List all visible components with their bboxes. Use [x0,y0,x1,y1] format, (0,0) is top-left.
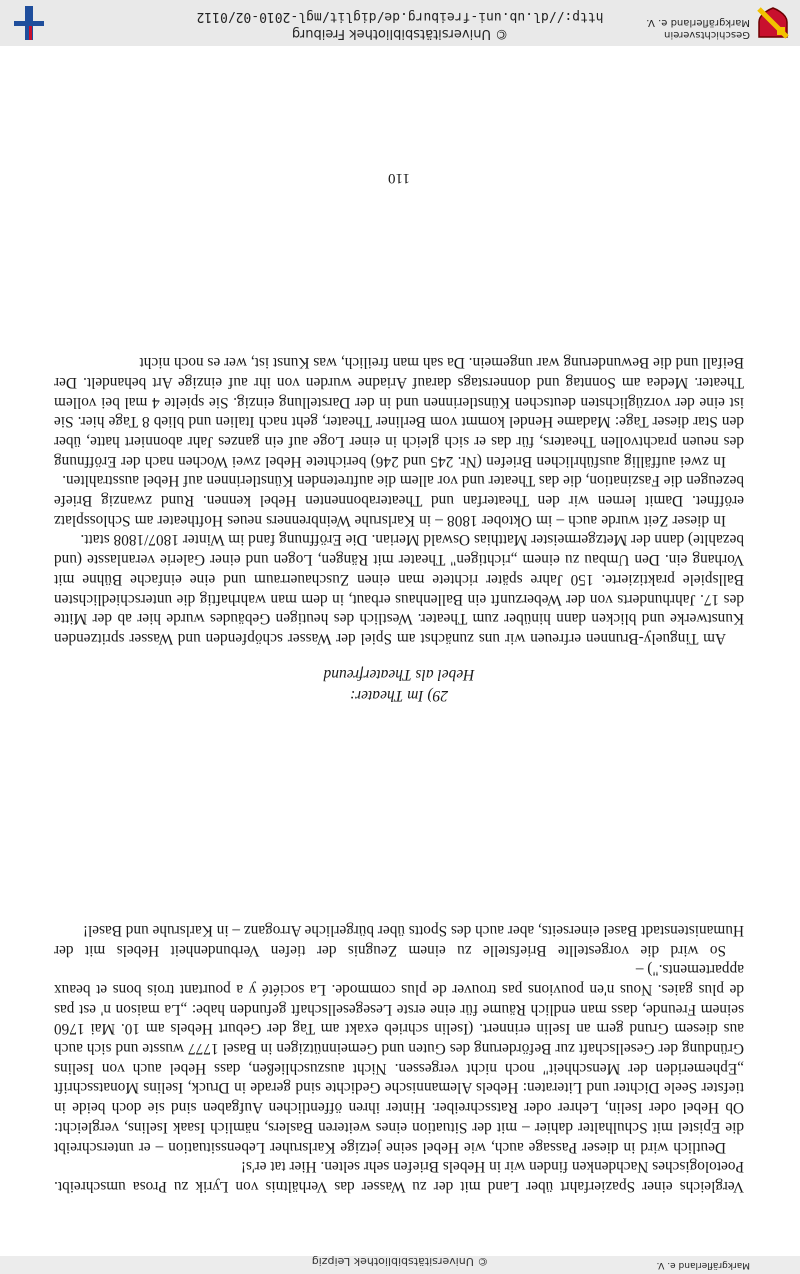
paragraph: In dieser Zeit wurde auch – im Oktober 1808 – in Karlsruhe Weinbrenners neues Hoftheater am Schlossplatz eröffnet. Damit lernen wir den Theaterfan und Theaterabonnenten Hebel kennen. Rund zwanzig Briefe bezeugen die Faszination, die das Theater und vor allem die auftretenden Künstlerinnen auf Hebel ausstrahlten. [54,472,744,529]
footer-society: Markgräflerland e. V. [656,1260,750,1270]
header-center [0,8,800,41]
paragraph: So wird die vorgestellte Briefstelle zu einem Zeugnis der tiefen Verbundenheit Hebels mit der Humanistenstadt Basel einerseits, aber auch des Spotts über bürgerliche Arroganz – in Karlsruhe und Basel! [54,921,744,959]
footer-copyright: © Universitätsbibliothek Leipzig [311,1255,489,1268]
society-name: Geschichtsverein Markgräflerland e. V. [646,17,750,40]
document-url[interactable]: http://dl.ub.uni-freiburg.de/diglit/mgl-2010-02/0112 [196,9,604,24]
copyright-text: © Universitätsbibliothek Freiburg [291,26,509,41]
paragraph: Vergleichs einer Spazierfahrt über Land mit der zu Wasser das Verhältnis von Lyrik zu Prosa umschreibt. Poetologisches Nachdenken finden wir in Hebels Briefen sehr selten. Hier tat er's! [54,1158,744,1195]
section-heading [54,664,744,706]
paragraph: In zwei auffällig ausführlichen Briefen (Nr. 245 und 246) berichtete Hebel zwei Wochen nach der Eröffnung des neuen prachtvollen Theaters, für das er sich gleich in einer Loge auf ein ganzes Jahr abonniert hatte, über den Star dieser Tage: Madame Hendel kommt vom Berliner Theater, geht nach Italien und blieb 8 Tage hier. Sie ist eine der vorzüglichsten deutschen Künstlerinnen und in der Darstellung einzig. Sie spielte 4 mal bei vollem Theater. Medea am Sonntag und donnerstags darauf Ariadne wurden von ihr auf einzige Art behandelt. Der Beifall und die Bewunderung war ungemein. Da sah man freilich, was Kunst ist, wer es noch nicht [54,354,744,470]
university-logo-icon [10,4,48,42]
library-header-band [0,0,800,46]
text-block-upper [54,920,744,1196]
heading-line-2: Hebel als Theaterfreund [323,666,475,683]
footer-band [0,1256,800,1274]
text-block-lower [54,352,744,648]
page-number: 110 [388,170,410,186]
heading-line-1: 29) Im Theater: [349,687,449,704]
paragraph: Deutlich wird in dieser Passage auch, wie Hebel seine jetzige Karlsruher Lebenssituation – er unterschreibt die Epistel mit Schulhalter dahier – mit der Situation eines weiteren Baslers, nämlich Isaak Iselins, vergleicht: Ob Hebel oder Iselin, Lehrer oder Ratsschreiber. Hinter ihren öffentlichen Aufgaben sind sie doch beide in tiefster Seele Dichter und Literaten: Hebels Alemannische Gedichte sind gerade in Druck, Iselins Monatsschrift „Ephemeriden der Menschheit" noch nicht vergessen. Nicht auszuschließen, dass Hebel auch von Iselins Gründung der Gesellschaft zur Beförderung des Guten und Gemeinnützigen in Basel 1777 wusste und sich auch aus diesem Grund gern an Iselin erinnert. (Iselin schrieb exakt am Tag der Geburt Hebels am 10. Mai 1760 seinem Freunde, dass man endlich Räume für eine erste Lesegesellschaft gefunden habe: „La maison n' est pas de plus gaies. Nous n'en pouvions pas trouver de plus commode. La société y a pourtant trois bons et beaux appartements.") – [54,961,744,1156]
paragraph: Am Tinguely-Brunnen erfreuen wir uns zunächst am Spiel der Wasser schöpfenden und Wasser spritzenden Kunstwerke und blicken dann hinüber zum Theater. Westlich des heutigen Gebäudes wurde hier ab der Mitte des 17. Jahrhunderts von der Weberzunft ein Ballenhaus erbaut, in dem man wahrhaftig die unterschiedlichsten Ballspiele praktizierte. 150 Jahre später richtete man einen Zuschauerraum und eine einfache Bühne mit Vorhang ein. Den Umbau zu einem „richtigen" Theater mit Rängen, Logen und einer Galerie veranlasste (und bezahlte) dann der Metzgermeister Matthias Oswald Merian. Die Eröffnung fand im Winter 1807/1808 statt. [54,531,744,647]
footer-center [0,1253,800,1269]
